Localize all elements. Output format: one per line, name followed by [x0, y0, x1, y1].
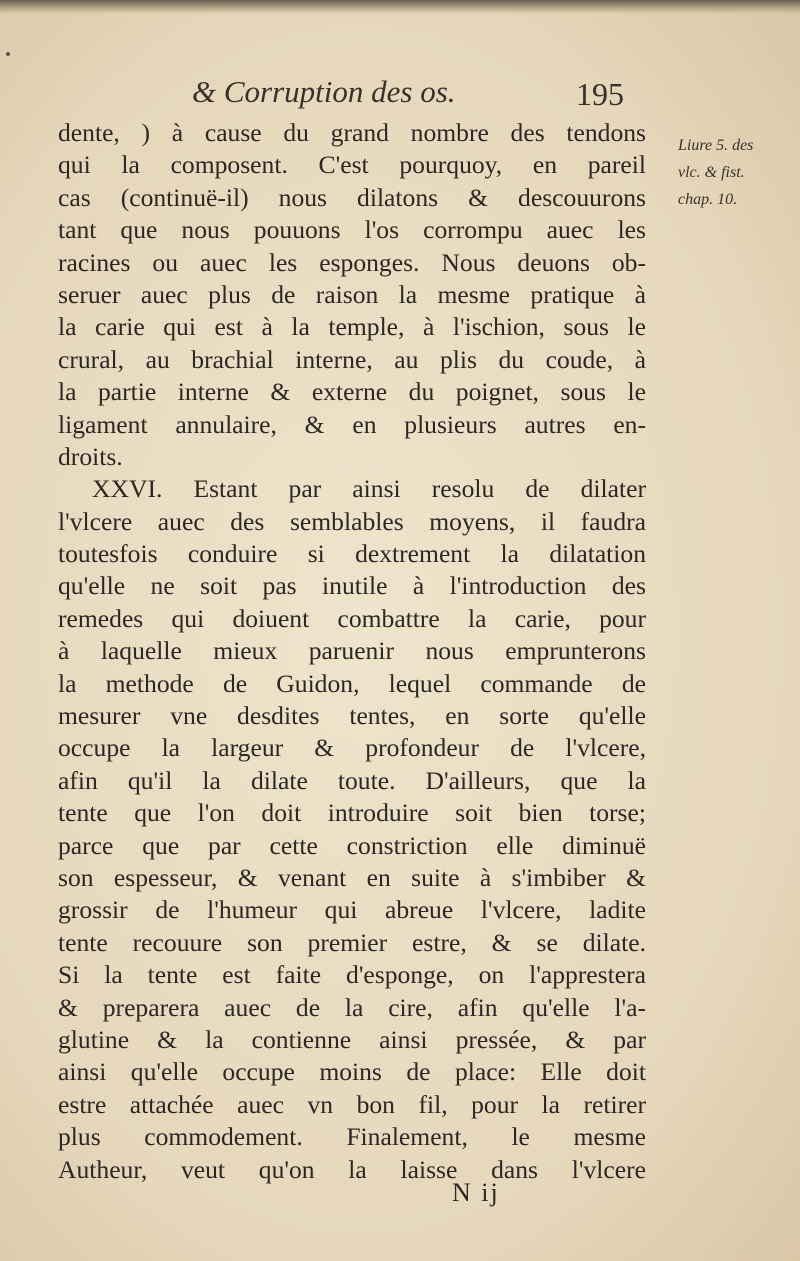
text-line: afin qu'il la dilate toute. D'ailleurs, que la — [58, 765, 646, 795]
text-line: Autheur, veut qu'on la laisse dans l'vlcere — [58, 1154, 646, 1184]
margin-note-line: chap. 10. — [678, 191, 738, 208]
section-start-line: XXVI. Estant par ainsi resolu de dilater — [92, 474, 646, 504]
text-line: ligament annulaire, & en plusieurs autres en- — [58, 409, 646, 439]
text-line: grossir de l'humeur qui abreue l'vlcere, ladite — [58, 895, 646, 925]
margin-note-line: vlc. & fist. — [678, 164, 745, 181]
text-line: tente recouure son premier estre, & se dilate. — [58, 927, 646, 957]
text-line: la methode de Guidon, lequel commande de — [58, 668, 646, 698]
text-line: tente que l'on doit introduire soit bien torse; — [58, 798, 646, 828]
text-line: crural, au brachial interne, au plis du coude, à — [58, 344, 646, 374]
text-line: tant que nous pouuons l'os corrompu auec les — [58, 215, 646, 245]
text-line: droits. — [58, 441, 123, 471]
text-line: l'vlcere auec des semblables moyens, il faudra — [58, 506, 646, 536]
text-line: remedes qui doiuent combattre la carie, pour — [58, 603, 646, 633]
body-text — [58, 117, 646, 1186]
text-line: estre attachée auec vn bon fil, pour la retirer — [58, 1089, 646, 1119]
text-line: qui la composent. C'est pourquoy, en pareil — [58, 150, 646, 180]
text-line: la partie interne & externe du poignet, sous le — [58, 377, 646, 407]
text-line: occupe la largeur & profondeur de l'vlcere, — [58, 733, 646, 763]
text-line: Si la tente est faite d'esponge, on l'apprestera — [58, 960, 646, 990]
margin-note-line: Liure 5. des — [678, 137, 754, 154]
text-line: parce que par cette constriction elle diminuë — [58, 830, 646, 860]
text-line: la carie qui est à la temple, à l'ischion, sous le — [58, 312, 646, 342]
text-line: son espesseur, & venant en suite à s'imbiber & — [58, 862, 646, 892]
page-blemish — [6, 52, 10, 56]
text-line: & preparera auec de la cire, afin qu'elle l'a- — [58, 992, 646, 1022]
margin-note — [678, 132, 796, 213]
page-number: 195 — [576, 76, 624, 112]
text-line: cas (continuë-il) nous dilatons & descouurons — [58, 182, 646, 212]
text-line: à laquelle mieux paruenir nous emprunterons — [58, 636, 646, 666]
text-line: mesurer vne desdites tentes, en sorte qu'elle — [58, 701, 646, 731]
text-line: dente, ) à cause du grand nombre des tendons — [58, 118, 646, 147]
page-header — [120, 70, 640, 120]
text-line: qu'elle ne soit pas inutile à l'introduction des — [58, 571, 646, 601]
text-line: glutine & la contienne ainsi pressée, & par — [58, 1024, 646, 1054]
text-line: seruer auec plus de raison la mesme pratique à — [58, 279, 646, 309]
running-head: & Corruption des os. — [192, 74, 456, 109]
signature-mark: N ij — [452, 1178, 500, 1207]
text-line: ainsi qu'elle occupe moins de place: Elle doit — [58, 1057, 646, 1087]
page-top-edge — [0, 0, 800, 14]
text-line: toutesfois conduire si dextrement la dilatation — [58, 539, 646, 569]
text-line: racines ou auec les esponges. Nous deuons ob- — [58, 247, 646, 277]
text-line: plus commodement. Finalement, le mesme — [58, 1122, 646, 1152]
